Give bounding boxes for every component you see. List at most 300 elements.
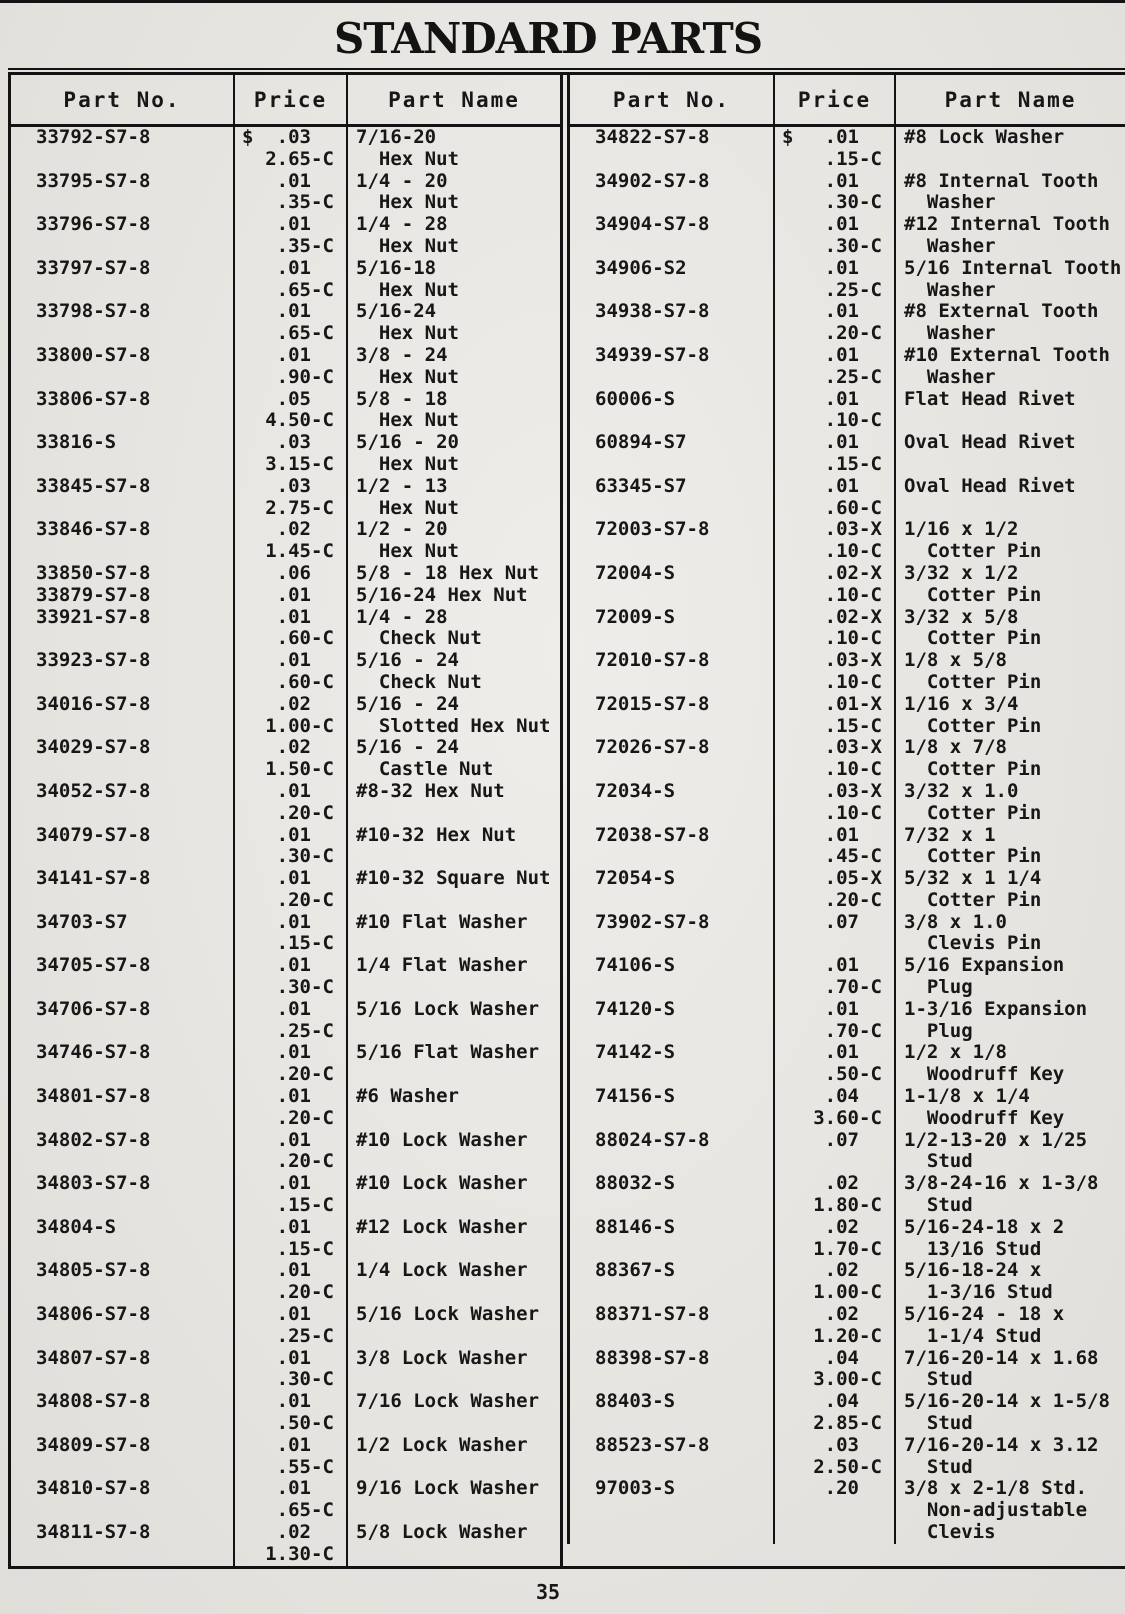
price-cell [235,301,348,345]
price-line [235,1413,338,1435]
part-name-line: 1/4 - 28 [356,213,448,236]
part-no-cell [11,1435,235,1479]
price-line [235,672,338,694]
price-value: .01 [276,583,311,606]
price-cell [775,607,896,651]
table-header-right [570,75,1125,127]
part-no: 34938-S7-8 [595,300,710,323]
part-row [11,171,560,215]
part-name-line: Cotter Pin [904,888,1042,911]
price-line [775,1260,886,1282]
price-suffix [311,1086,338,1108]
part-no: 34809-S7-8 [36,1433,151,1456]
part-name-line: 5/16-24-18 x 2 [904,1215,1065,1238]
part-no-cell [11,999,235,1043]
price-cell [775,1173,896,1217]
parts-table-right-half [567,75,1125,1544]
price-value: 1.20 [813,1324,859,1347]
part-name-line: 5/16-20-14 x 1-5/8 [904,1390,1110,1413]
price-suffix [311,301,338,323]
part-no: 33796-S7-8 [36,213,151,236]
part-name-cell [896,171,1125,215]
price-cell [775,1391,896,1435]
price-line [775,1064,886,1086]
part-name-line: Castle Nut [356,758,494,781]
part-name-line: 1/16 x 3/4 [904,692,1019,715]
part-row [11,650,560,694]
part-name-cell [348,825,560,869]
part-row [11,563,560,585]
part-no: 34806-S7-8 [36,1303,151,1326]
part-name-cell [896,607,1125,651]
part-row [11,476,560,520]
price-value: .10 [824,627,859,650]
price-suffix: -C [311,1455,334,1478]
price-line [235,650,338,672]
part-no: 72015-S7-8 [595,692,710,715]
price-suffix: -C [311,234,334,257]
header-part-no: Part No. [570,75,775,124]
price-line [775,1195,886,1217]
part-no-cell [570,1173,775,1217]
price-value: 2.75 [265,496,311,519]
part-name-line: #8 External Tooth [904,300,1099,323]
part-no-cell [570,607,775,651]
price-value: .06 [276,561,311,584]
part-no-cell [570,1086,775,1130]
part-row [11,585,560,607]
part-no-cell [11,476,235,520]
part-no: 72003-S7-8 [595,518,710,541]
part-name-cell [896,1304,1125,1348]
part-name-line: Plug [904,1019,973,1042]
part-no-cell [570,781,775,825]
price-line [235,192,338,214]
price-suffix: -C [311,191,334,214]
price-suffix [859,825,886,847]
price-suffix: -C [859,409,882,432]
price-value: .01 [824,823,859,846]
part-row [11,432,560,476]
price-cell [235,781,348,825]
part-row [570,650,1125,694]
price-line [775,977,886,999]
price-line [235,694,338,716]
price-cell [775,825,896,869]
price-value: .01 [824,692,859,715]
price-line [235,410,338,432]
part-no-cell [570,476,775,520]
part-name-line: Check Nut [356,627,482,650]
price-cell [775,345,896,389]
price-suffix: -C [859,1019,882,1042]
part-name-line: Hex Nut [356,322,459,345]
price-suffix [859,1173,886,1195]
part-no-cell [570,1348,775,1392]
part-no-cell [11,1260,235,1304]
part-no: 33923-S7-8 [36,649,151,672]
part-name-line: #10 Flat Washer [356,910,528,933]
price-value: 1.45 [265,540,311,563]
part-no: 74142-S [595,1041,676,1064]
part-row [570,1348,1125,1392]
price-value: .07 [824,910,859,933]
price-suffix [311,345,338,367]
part-name-cell [896,650,1125,694]
price-line [235,585,338,607]
price-line [235,258,338,280]
price-line [775,563,886,585]
price-cell [235,1130,348,1174]
part-name-cell [348,650,560,694]
price-value: .01 [824,343,859,366]
part-no: 33845-S7-8 [36,474,151,497]
part-no: 72009-S [595,605,676,628]
price-cell [775,650,896,694]
part-no-cell [11,1348,235,1392]
price-suffix: -X [859,867,882,890]
price-line [775,476,886,498]
price-value: .30 [824,191,859,214]
price-line [775,999,886,1021]
price-line [775,367,886,389]
part-name-cell [896,389,1125,433]
part-row [570,781,1125,825]
price-line [235,1369,338,1391]
part-no: 74120-S [595,997,676,1020]
part-no: 74106-S [595,954,676,977]
part-name-line: 1/4 Flat Washer [356,954,528,977]
price-line [235,1478,338,1500]
price-value: .25 [824,278,859,301]
part-no-cell [570,1217,775,1261]
part-name-cell [896,1173,1125,1217]
price-value: .01 [276,779,311,802]
part-name-line: #6 Washer [356,1085,459,1108]
part-name-line: Plug [904,976,973,999]
price-line [775,149,886,171]
part-name-line: Hex Nut [356,540,459,563]
part-row [570,955,1125,999]
part-row [11,127,560,171]
header-part-no: Part No. [11,75,235,124]
price-line [775,410,886,432]
part-no-cell [570,258,775,302]
price-suffix [859,1217,886,1239]
part-name-cell [348,781,560,825]
price-value: .04 [824,1390,859,1413]
price-line [235,803,338,825]
price-cell [775,868,896,912]
dollar-sign: $ [242,126,254,148]
part-no-cell [11,585,235,607]
part-name-cell [896,432,1125,476]
price-line [775,345,886,367]
price-cell [235,1042,348,1086]
price-suffix [311,1217,338,1239]
part-name-line: 5/8 - 18 [356,387,448,410]
price-suffix [311,912,338,934]
price-suffix [859,1304,886,1326]
part-row [11,301,560,345]
price-cell [235,1217,348,1261]
price-value: .01 [824,387,859,410]
price-value: .15 [824,452,859,475]
part-name-cell [896,1130,1125,1174]
part-name-cell [348,1086,560,1130]
price-value: 1.50 [265,758,311,781]
price-line [235,476,338,498]
part-name-cell [896,258,1125,302]
price-suffix [311,737,338,759]
header-part-name: Part Name [944,87,1077,112]
part-name-line: Washer [904,191,996,214]
price-value: .01 [276,954,311,977]
price-value: .30 [276,845,311,868]
page-title: STANDARD PARTS [333,14,763,63]
price-cell [235,1304,348,1348]
price-value: .02 [276,692,311,715]
price-line [235,498,338,520]
price-line [235,607,338,629]
part-name-line: 7/32 x 1 [904,823,996,846]
part-no-cell [11,563,235,585]
price-cell [775,1086,896,1130]
part-no: 34016-S7-8 [36,692,151,715]
price-suffix: -C [859,1412,882,1435]
price-cell [775,1478,896,1543]
price-cell [235,999,348,1043]
price-cell [775,1304,896,1348]
part-no-cell [11,868,235,912]
part-row [570,999,1125,1043]
part-row [570,432,1125,476]
part-no-cell [570,868,775,912]
price-line [775,1173,886,1195]
price-line [775,1108,886,1130]
price-suffix: -C [311,1237,334,1260]
price-line [235,1151,338,1173]
price-value: .01 [824,474,859,497]
price-suffix [859,1348,886,1370]
price-suffix: -C [311,147,334,170]
part-name-cell [896,345,1125,389]
price-line [235,1522,338,1544]
price-value: .10 [824,758,859,781]
part-row [570,694,1125,738]
part-no-cell [570,1478,775,1543]
price-cell [235,1391,348,1435]
part-no: 74156-S [595,1085,676,1108]
part-no: 34902-S7-8 [595,169,710,192]
part-no-cell [11,127,235,171]
part-name-line: 5/16 - 20 [356,431,459,454]
price-value: .10 [824,583,859,606]
part-name-cell [896,781,1125,825]
price-cell [775,1348,896,1392]
price-value: 1.70 [813,1237,859,1260]
price-line [235,1500,338,1522]
price-cell [235,345,348,389]
part-no: 33798-S7-8 [36,300,151,323]
price-line [235,1457,338,1479]
part-no-cell [11,389,235,433]
part-row [11,1042,560,1086]
price-suffix: -X [859,561,882,584]
price-value: .01 [824,1041,859,1064]
part-name-line: Oval Head Rivet [904,431,1076,454]
price-line [235,1217,338,1239]
part-name-line: 7/16-20-14 x 3.12 [904,1433,1099,1456]
part-name-line: 3/32 x 1/2 [904,561,1019,584]
price-suffix [859,432,886,454]
price-line [775,890,886,912]
price-suffix [859,214,886,236]
price-cell [235,563,348,585]
part-name-line: #8 Internal Tooth [904,169,1099,192]
part-name-line: #10 Lock Washer [356,1172,528,1195]
price-line [775,1413,886,1435]
price-suffix: -X [859,649,882,672]
price-suffix [311,389,338,411]
price-line [235,301,338,323]
price-cell [235,171,348,215]
part-name-cell [348,1042,560,1086]
part-no: 33921-S7-8 [36,605,151,628]
part-name-cell [348,999,560,1043]
price-line [235,1173,338,1195]
price-suffix: -C [859,758,882,781]
price-value: .04 [824,1085,859,1108]
part-name-line: Cotter Pin [904,845,1042,868]
price-line [775,454,886,476]
part-name-line: 1/16 x 1/2 [904,518,1019,541]
price-value: .02 [276,1521,311,1543]
price-suffix [859,912,886,934]
price-line [235,127,338,149]
price-suffix [311,1391,338,1413]
part-no-cell [11,1086,235,1130]
part-no-cell [11,912,235,956]
part-no-cell [11,650,235,694]
part-no-cell [570,432,775,476]
price-line [775,1130,886,1152]
price-line [235,1195,338,1217]
price-value: .03 [824,736,859,759]
price-suffix: -C [311,714,334,737]
part-no-cell [570,694,775,738]
price-cell [775,258,896,302]
part-row [570,214,1125,258]
price-value: .50 [276,1412,311,1435]
price-suffix: -C [311,1324,334,1347]
part-row [570,1042,1125,1086]
price-suffix: -C [311,322,334,345]
part-no-cell [570,1304,775,1348]
part-name-line: Cotter Pin [904,627,1042,650]
part-no-cell [570,1130,775,1174]
price-line [235,912,338,934]
part-row [11,1304,560,1348]
price-suffix [859,345,886,367]
price-suffix [311,519,338,541]
part-no: 88146-S [595,1215,676,1238]
part-no-cell [570,1435,775,1479]
part-no: 34805-S7-8 [36,1259,151,1282]
price-value: .01 [276,910,311,933]
part-no-cell [570,127,775,171]
price-value: .01 [824,431,859,454]
price-line [235,1326,338,1348]
price-value: .01 [276,1303,311,1326]
price-value: .01 [276,300,311,323]
part-no: 88523-S7-8 [595,1433,710,1456]
price-cell [775,912,896,956]
part-name-line: Cotter Pin [904,714,1042,737]
price-cell [775,563,896,607]
price-value: .02 [824,1303,859,1326]
price-value: .90 [276,365,311,388]
part-no: 34808-S7-8 [36,1390,151,1413]
price-cell [775,1260,896,1304]
price-line [775,1369,886,1391]
price-value: .45 [824,845,859,868]
price-value: .60 [276,627,311,650]
part-name-cell [896,1086,1125,1130]
part-name-line: Cotter Pin [904,540,1042,563]
price-line [775,1326,886,1348]
price-suffix: -C [859,1106,882,1129]
price-suffix [859,258,886,280]
price-line [235,868,338,890]
part-no-cell [11,607,235,651]
part-name-cell [896,1348,1125,1392]
price-value: .20 [276,801,311,824]
price-value: .01 [276,1085,311,1108]
rows-left [11,127,560,1566]
parts-table-left-half [11,75,563,1566]
price-line [235,933,338,955]
part-no-cell [11,1522,235,1566]
part-row [570,389,1125,433]
price-value: .10 [824,540,859,563]
price-cell [235,607,348,651]
price-cell [235,868,348,912]
part-name-cell [348,1522,560,1566]
price-line [235,628,338,650]
part-row [11,737,560,781]
price-suffix: -C [859,670,882,693]
price-line [235,1282,338,1304]
price-suffix: -C [859,1455,882,1478]
price-value: .01 [824,954,859,977]
part-name-cell [896,1435,1125,1479]
price-value: .65 [276,1499,311,1522]
price-value: .35 [276,234,311,257]
price-suffix: -C [859,714,882,737]
price-suffix [859,1042,886,1064]
price-suffix: -C [311,888,334,911]
part-no-cell [11,1478,235,1522]
price-line [235,1042,338,1064]
price-suffix [859,389,886,411]
price-line [235,454,338,476]
part-name-line: Oval Head Rivet [904,474,1076,497]
price-value: .10 [824,409,859,432]
price-suffix [859,1130,886,1152]
part-row [11,825,560,869]
part-row [11,1217,560,1261]
